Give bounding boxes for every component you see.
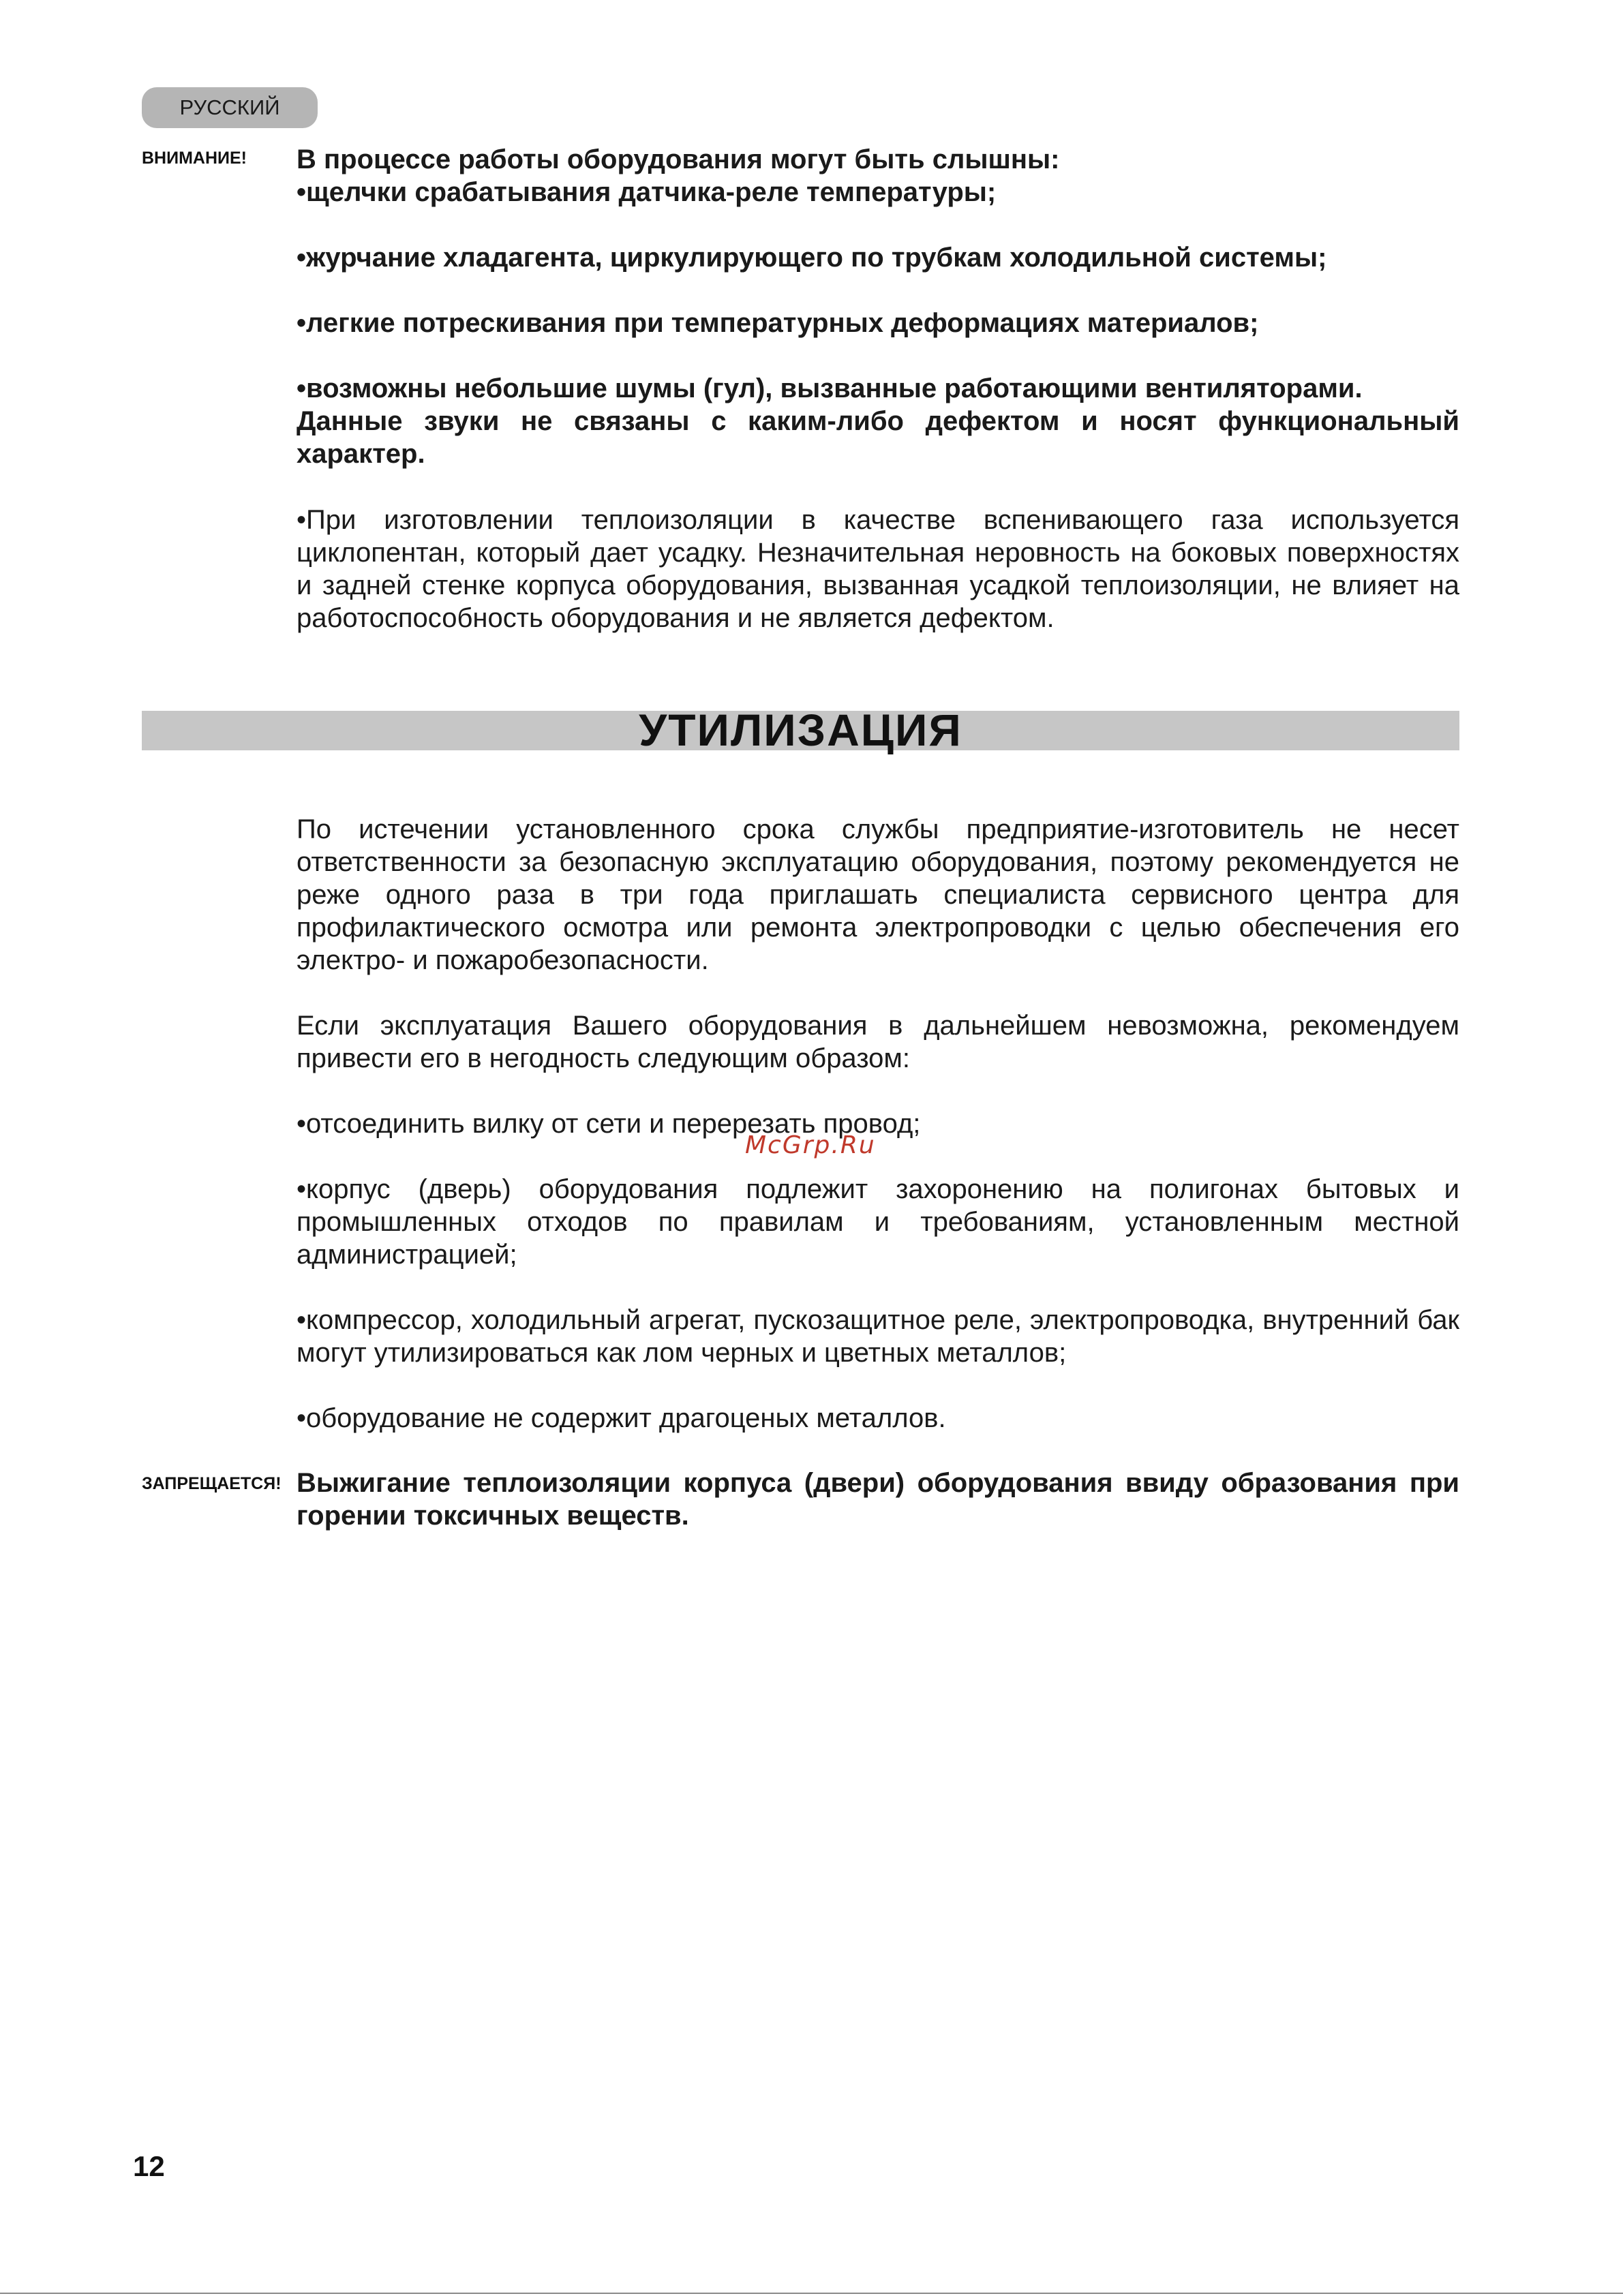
attention-conclusion: Данные звуки не связаны с каким-либо дефектом и носят функциональный характер. <box>297 406 1459 469</box>
disposal-paragraph: Если эксплуатация Вашего оборудования в дальнейшем невозможна, рекомендуем привести его в негодность следующим образом: <box>297 1011 1459 1073</box>
disposal-item: •оборудование не содержит драгоценых металлов. <box>297 1403 946 1433</box>
prohibited-label: ЗАПРЕЩАЕТСЯ! <box>142 1474 282 1493</box>
disposal-item: •корпус (дверь) оборудования подлежит захоронению на полигонах бытовых и промышленных отходов по правилам и требованиям, установленным местной администрацией; <box>297 1174 1459 1270</box>
attention-label: ВНИМАНИЕ! <box>142 149 247 168</box>
attention-item: •легкие потрескивания при температурных деформациях материалов; <box>297 308 1259 338</box>
disposal-item: •отсоединить вилку от сети и перерезать провод; <box>297 1109 921 1139</box>
foam-note-text: •При изготовлении теплоизоляции в качестве вспенивающего газа используется циклопентан, который дает усадку. Незначительная неровность на боковых поверхностях и задней стенке корпуса оборудования, вызванная усадкой теплоизоляции, не влияет на работоспособность оборудования и не является дефектом. <box>297 505 1459 633</box>
prohibited-block <box>297 1467 1459 1532</box>
disposal-item: •компрессор, холодильный агрегат, пускозащитное реле, электропроводка, внутренний бак могут утилизироваться как лом черных и цветных металлов; <box>297 1305 1459 1368</box>
disposal-paragraph: По истечении установленного срока службы предприятие-изготовитель не несет ответственности за безопасную эксплуатацию оборудования, поэтому рекомендуется не реже одного раза в три года приглашать специалиста сервисного центра для профилактического осмотра или ремонта электропроводки с целью обеспечения его электро- и пожаробезопасности. <box>297 814 1459 975</box>
attention-item: •щелчки срабатывания датчика-реле температуры; <box>297 177 997 207</box>
language-tab: РУССКИЙ <box>142 87 318 128</box>
attention-item: •журчание хладагента, циркулирующего по трубкам холодильной системы; <box>297 243 1327 273</box>
attention-item: •возможны небольшие шумы (гул), вызванные работающими вентиляторами. <box>297 373 1363 403</box>
foam-note <box>297 504 1459 634</box>
attention-block <box>297 143 1459 470</box>
page-number: 12 <box>133 2150 165 2182</box>
bottom-rule <box>0 2293 1623 2294</box>
section-title: УТИЛИЗАЦИЯ <box>639 705 962 755</box>
prohibited-text: Выжигание теплоизоляции корпуса (двери) оборудования ввиду образования при горении токсичных веществ. <box>297 1468 1459 1531</box>
attention-intro: В процессе работы оборудования могут быть слышны: <box>297 144 1060 174</box>
watermark: McGrp.Ru <box>745 1131 876 1159</box>
disposal-block <box>297 813 1459 1435</box>
